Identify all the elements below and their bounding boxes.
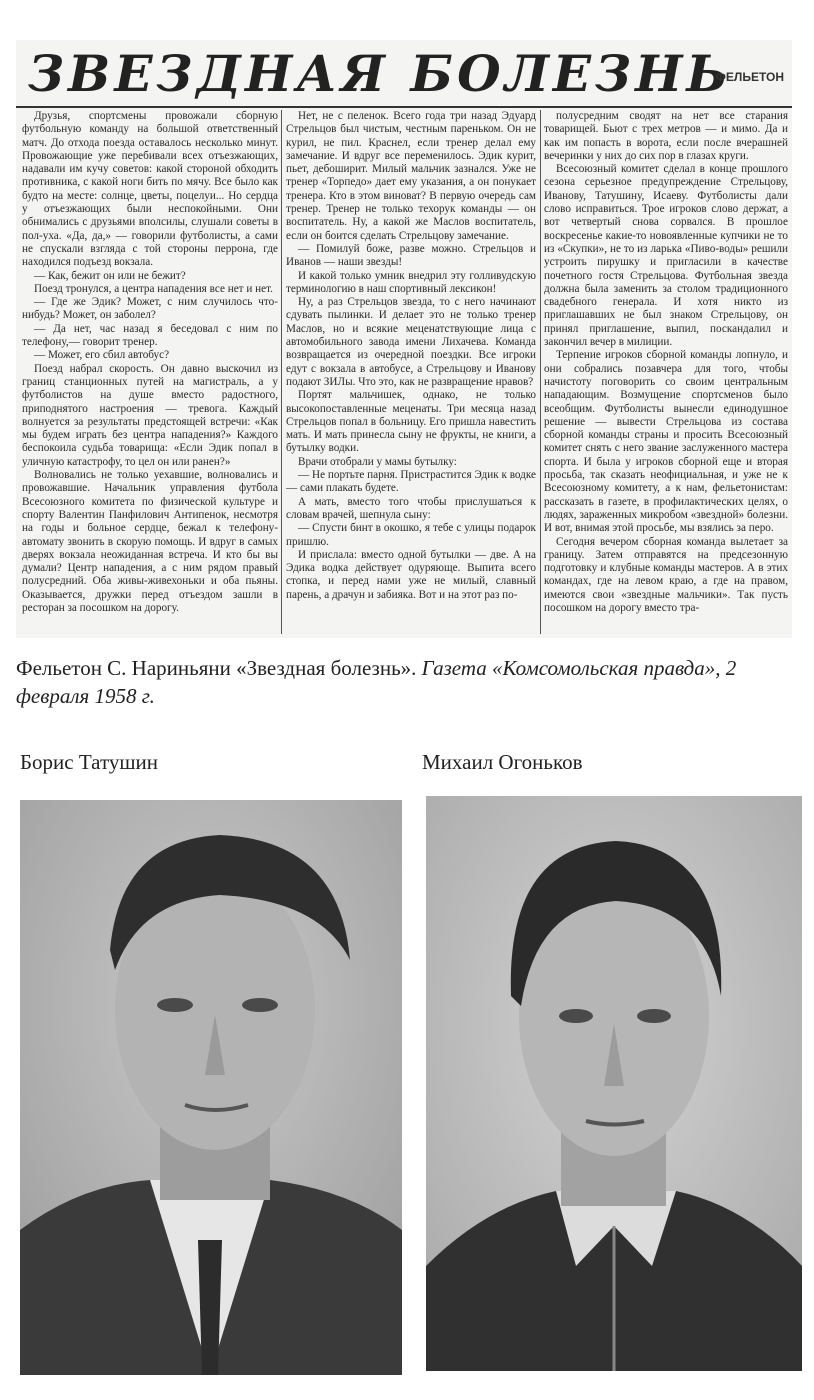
column-paragraph: — Спусти бинт в окошко, я тебе с улицы подарок пришлю. [286, 522, 536, 548]
column-paragraph: Сегодня вечером сборная команда вылетает за границу. Затем отправятся на предсезонную подготовку и клубные команды мастеров. А в этих командах, где на левом краю, а где на правом, имеются свои «звездные мальчики». Так пусть посошком на дорогу вместо тра- [544, 535, 788, 614]
column-paragraph: Волновались не только уехавшие, волновались и провожавшие. Начальник управления футбола Всесоюзного комитета по физической культуре и спорту Валентин Панфилович Антипенок, несмотря на годы и больное сердце, бежал к телефону-автомату звонить в скорую помощь. И вдруг в самых дверях вокзала неожиданная встреча. И кто бы вы думали? Центр нападения, а с ним рядом правый полусредний. Оба живы-живехоньки и оба пьяны. Оказывается, дружки перед отъездом зашли в ресторан за посошком на дорогу. [22, 469, 278, 614]
column-paragraph: И какой только умник внедрил эту голливудскую терминологию в наш спортивный лексикон! [286, 269, 536, 295]
portrait-name-left: Борис Татушин [20, 750, 158, 774]
column-divider [540, 110, 541, 634]
column-paragraph: И прислала: вместо одной бутылки — две. А на Эдика водка действует одуряюще. Выпита всего стопка, и перед нами уже не милый, славный парень, а драчун и забияка. Вот и на этот раз по- [286, 548, 536, 601]
column-paragraph: — Не портьте парня. Пристрастится Эдик к водке — сами плакать будете. [286, 469, 536, 495]
column-divider [281, 110, 282, 634]
column-paragraph: — Может, его сбил автобус? [34, 349, 170, 362]
rubric-label: ФЕЛЬЕТОН [715, 70, 784, 84]
column-paragraph: Друзья, спортсмены провожали сборную футбольную команду на большой ответственный матч. До отхода поезда оставалось несколько минут. Провожающие уже перебивали всех отъезжающих, надавали им кучу советов: какой стороной обходить противника, с какой ноги бить по мячу. Все было как будто на месте: солнце, цветы, поцелуи... Но сердца у отъезжающих были неспокойными. Они обнимались с друзьями вполсилы, слушали советы в пол-уха. «Да, да,» — говорили футболисты, а сами не спускали взгляда с той стороны перрона, где находился подъезд вокзала. [22, 110, 278, 269]
column-paragraph: Нет, не с пеленок. Всего года три назад Эдуард Стрельцов был чистым, честным пареньком. Он не курил, не пил. Краснел, если тренер делал ему замечание. И вдруг все переменилось. Эдик курит, пьет, дебоширит. Милый мальчик зазнался. Уже не тренер «Торпедо» дает ему указания, а он понукает тренера. Кто в этом виноват? В первую очередь сам тренер. Тренер не только техорук команды — он воспитатель. Ну, а какой же Маслов воспитатель, если он боится сделать Стрельцову замечание. [286, 110, 536, 242]
caption-source: Газета «Комсомольская правда», 2 февраля 1958 г. [16, 656, 737, 708]
figure-caption [16, 654, 796, 710]
column-paragraph: Врачи отобрали у мамы бутылку: [298, 455, 457, 468]
newspaper-clipping [16, 40, 792, 638]
article-column-1 [22, 110, 278, 634]
column-paragraph: Поезд тронулся, а центра нападения все нет и нет. [34, 282, 273, 295]
article-column-3 [544, 110, 788, 634]
column-paragraph: — Да нет, час назад я беседовал с ним по телефону,— говорит тренер. [22, 322, 278, 349]
column-paragraph: — Как, бежит он или не бежит? [34, 269, 186, 282]
column-paragraph: Поезд набрал скорость. Он давно выскочил из границ станционных путей на магистраль, а у футболистов на душе вместо радостного, приподнятого настроения — тревога. Каждый волнуется за результаты предстоящей встречи: «Как мы будем играть без центра нападения?» Каждого беспокоила судьба товарища: «Если Эдик попал в уличную катастрофу, то цел он или ранен?» [22, 362, 278, 468]
column-paragraph: Ну, а раз Стрельцов звезда, то с него начинают сдувать пылинки. И делает это не только тренер Маслов, но и всякие меценатствующие лица с автомобильного завода имени Лихачева. Команда возвращается из очередной поездки. Все игроки едут с вокзала в автобусе, а Стрельцову и Иванову подают ЗИЛы. Что это, как не развращение нравов? [286, 296, 536, 388]
article-column-2 [286, 110, 536, 634]
caption-text: Фельетон С. Нариньяни «Звездная болезнь». [16, 656, 422, 680]
column-paragraph: — Где же Эдик? Может, с ним случилось что-нибудь? Может, он заболел? [22, 296, 278, 322]
column-paragraph: — Помилуй боже, разве можно. Стрельцов и Иванов — наши звезды! [286, 242, 536, 269]
column-paragraph: Портят мальчишек, однако, не только высокопоставленные меценаты. Три месяца назад Стрельцов попал в больницу. Его пришла навестить мать. И мать принесла сыну не фрукты, не книги, а бутылку водки. [286, 389, 536, 455]
headline: ЗВЕЗДНАЯ БОЛЕЗНЬ [28, 44, 732, 103]
portrait-name-right: Михаил Огоньков [422, 750, 583, 774]
column-paragraph: А мать, вместо того чтобы прислушаться к словам врачей, шепнула сыну: [286, 495, 536, 521]
column-paragraph: полусредним сводят на нет все старания товарищей. Бьют с трех метров — и мимо. Да и как им попасть в ворота, если после вчерашней вечеринки у них до сих пор в глазах круги. [544, 110, 788, 162]
column-paragraph: Терпение игроков сборной команды лопнуло, и они собрались позавчера для того, чтобы начистоту поговорить со своим центральным нападающим. Возмущение спортсменов было всеобщим. Футболисты вынесли единодушное решение — вывести Стрельцова из состава сборной команды страны и просить Всесоюзный комитет снять с него звание заслуженного мастера спорта. И была у игроков сборной еще и вторая просьба, так сказать неофициальная, и уже не к Всесоюзному комитету, а к нам, фельетонистам: рассказать в газете, в профилактических целях, о людях, зараженных микробом «звездной» болезни. И вот, внимая этой просьбе, мы взялись за перо. [544, 349, 788, 535]
column-paragraph: Всесоюзный комитет сделал в конце прошлого сезона серьезное предупреждение Стрельцову, Иванову, Татушину, Исаеву. Футболисты дали слово исправиться. Трое игроков слово держат, а вот четвертый снова сорвался. В прошлое воскресенье какие-то новоявленные купчики не то из «Скупки», не то из ларька «Пиво-воды» решили устроить пирушку и пригласили в качестве почетного гостя Стрельцова. Футбольная звезда должна была заменить за столом традиционного свадебного генерала. И хотя никто из приглашавших не был знаком Стрельцову, он принял приглашение, выпил, поскандалил и закончил вечер в милиции. [544, 163, 788, 349]
portrait-photo-right [426, 796, 802, 1371]
headline-rule [16, 106, 792, 108]
portrait-photo-left [20, 800, 402, 1375]
